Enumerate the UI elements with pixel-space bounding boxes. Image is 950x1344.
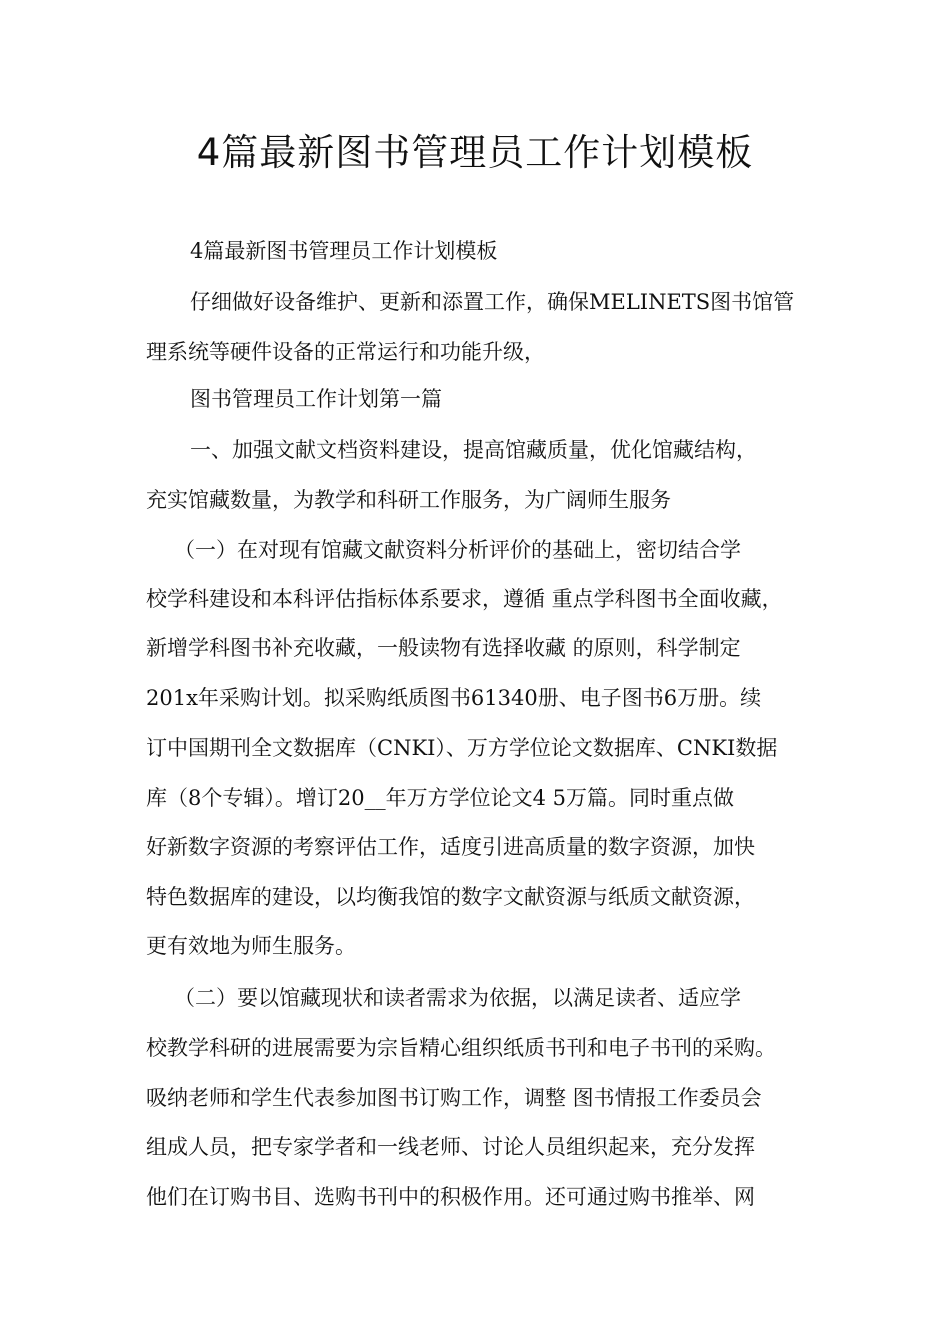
paragraph-line: 校教学科研的进展需要为宗旨精心组织纸质书刊和电子书刊的采购。 [146,1036,776,1060]
document-title: 4篇最新图书管理员工作计划模板 [196,131,754,174]
paragraph-line: 吸纳老师和学生代表参加图书订购工作，调整 图书情报工作委员会 [146,1086,762,1110]
paragraph-line: 组成人员，把专家学者和一线老师、讨论人员组织起来，充分发挥 [146,1135,755,1159]
paragraph-line: 校学科建设和本科评估指标体系要求，遵循 重点学科图书全面收藏， [146,587,783,611]
paragraph-line: 好新数字资源的考察评估工作，适度引进高质量的数字资源，加快 [146,835,755,859]
paragraph-line: （一）在对现有馆藏文献资料分析评价的基础上，密切结合学 [174,538,741,562]
paragraph-line: 新增学科图书补充收藏，一般读物有选择收藏 的原则，科学制定 [146,636,741,660]
paragraph-line: 特色数据库的建设，以均衡我馆的数字文献资源与纸质文献资源， [146,885,755,909]
paragraph-line: 订中国期刊全文数据库（CNKI）、万方学位论文数据库、CNKI数据 [146,736,778,760]
paragraph-line: 库（8个专辑）。增订20__年万方学位论文4 5万篇。同时重点做 [146,786,734,810]
paragraph-line: 201x年采购计划。拟采购纸质图书61340册、电子图书6万册。续 [146,686,762,710]
paragraph-line: 充实馆藏数量，为教学和科研工作服务，为广阔师生服务 [146,488,671,512]
paragraph-line: 理系统等硬件设备的正常运行和功能升级， [146,340,545,364]
paragraph-line: 他们在订购书目、选购书刊中的积极作用。还可通过购书推举、网 [146,1185,755,1209]
paragraph-line: 更有效地为师生服务。 [146,934,356,958]
section-heading: 图书管理员工作计划第一篇 [190,387,442,411]
paragraph-line: 仔细做好设备维护、更新和添置工作，确保MELINETS图书馆管 [190,290,795,314]
subtitle-line: 4篇最新图书管理员工作计划模板 [190,239,498,263]
paragraph-line: 一、加强文献文档资料建设，提高馆藏质量，优化馆藏结构， [190,438,757,462]
paragraph-line: （二）要以馆藏现状和读者需求为依据，以满足读者、适应学 [174,986,741,1010]
